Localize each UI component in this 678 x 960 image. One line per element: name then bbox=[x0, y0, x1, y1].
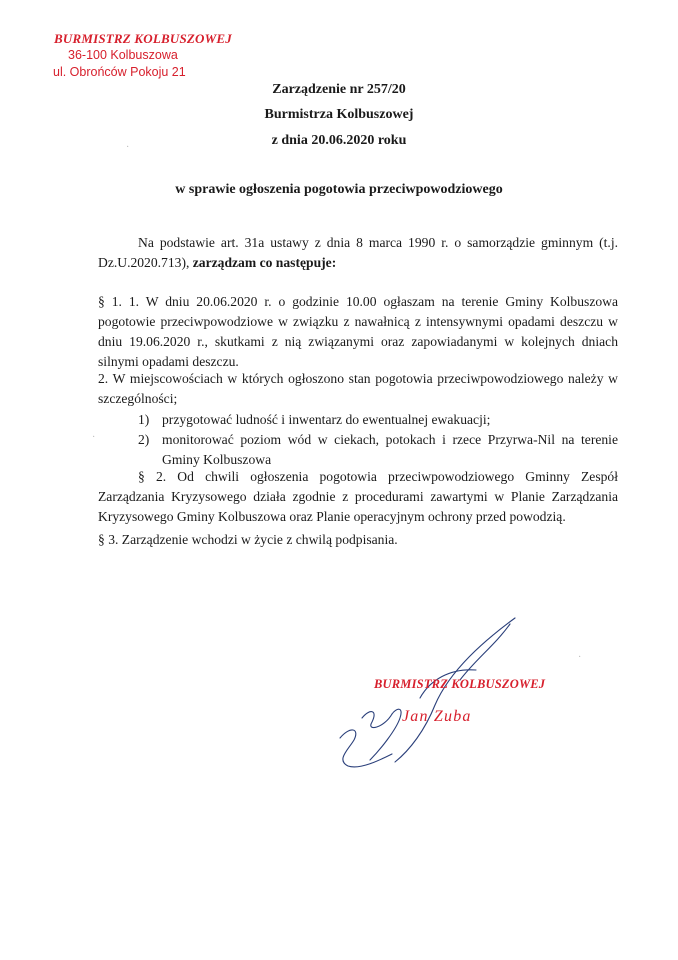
header-stamp bbox=[54, 30, 232, 81]
list-item-text: monitorować poziom wód w ciekach, potokach i rzece Przyrwa-Nil na terenie Gminy Kolbuszowa bbox=[162, 432, 618, 467]
signature-stamp-title: BURMISTRZ KOLBUSZOWEJ bbox=[374, 677, 546, 691]
list-item-number: 1) bbox=[138, 412, 150, 427]
scan-speck: · bbox=[126, 142, 130, 153]
document-number: Zarządzenie nr 257/20 bbox=[272, 82, 406, 97]
scan-speck: · bbox=[92, 432, 96, 443]
handwritten-signature bbox=[300, 610, 560, 780]
list-item bbox=[138, 430, 618, 470]
section-3-paragraph: § 3. Zarządzenie wchodzi w życie z chwilą podpisania. bbox=[98, 532, 398, 547]
legal-basis-paragraph bbox=[98, 233, 618, 273]
header-stamp-office: BURMISTRZ KOLBUSZOWEJ bbox=[54, 31, 232, 46]
list-item-text: przygotować ludność i inwentarz do ewentualnej ewakuacji; bbox=[162, 412, 491, 427]
legal-basis-text: Na podstawie art. 31a ustawy z dnia 8 marca 1990 r. o samorządzie gminnym (t.j. Dz.U.2020.713), bbox=[98, 235, 618, 270]
document-issuer: Burmistrza Kolbuszowej bbox=[264, 107, 414, 122]
document-subject: w sprawie ogłoszenia pogotowia przeciwpowodziowego bbox=[175, 182, 503, 197]
list-item bbox=[138, 410, 618, 430]
list-item-number: 2) bbox=[138, 432, 150, 447]
header-stamp-postal: 36-100 Kolbuszowa bbox=[68, 48, 178, 62]
header-stamp-street: ul. Obrońców Pokoju 21 bbox=[53, 65, 186, 79]
section-2-paragraph: § 2. Od chwili ogłoszenia pogotowia przeciwpowodziowego Gminny Zespół Zarządzania Kryzysowego działa zgodnie z procedurami zawartymi w Planie Zarządzania Kryzysowego Gminy Kolbuszowa oraz Planie operacyjnym ochrony przed powodzią. bbox=[98, 469, 618, 524]
section-1-paragraph: § 1. 1. W dniu 20.06.2020 r. o godzinie 10.00 ogłaszam na terenie Gminy Kolbuszowa pogotowie przeciwpowodziowe w związku z nawałnicą z intensywnymi opadami deszczu w dniu 19.06.2020 r., skutkami z nią związanymi oraz zapowiadanymi w kolejnych dniach silnymi opadami deszczu. bbox=[98, 294, 618, 369]
document-date: z dnia 20.06.2020 roku bbox=[271, 133, 407, 148]
legal-basis-decree: zarządzam co następuje: bbox=[192, 255, 337, 270]
signature-stamp-name: Jan Zuba bbox=[402, 708, 472, 725]
scan-speck: · bbox=[578, 652, 582, 663]
section-1-point-2: 2. W miejscowościach w których ogłoszono stan pogotowia przeciwpowodziowego należy w szczególności; bbox=[98, 371, 618, 406]
